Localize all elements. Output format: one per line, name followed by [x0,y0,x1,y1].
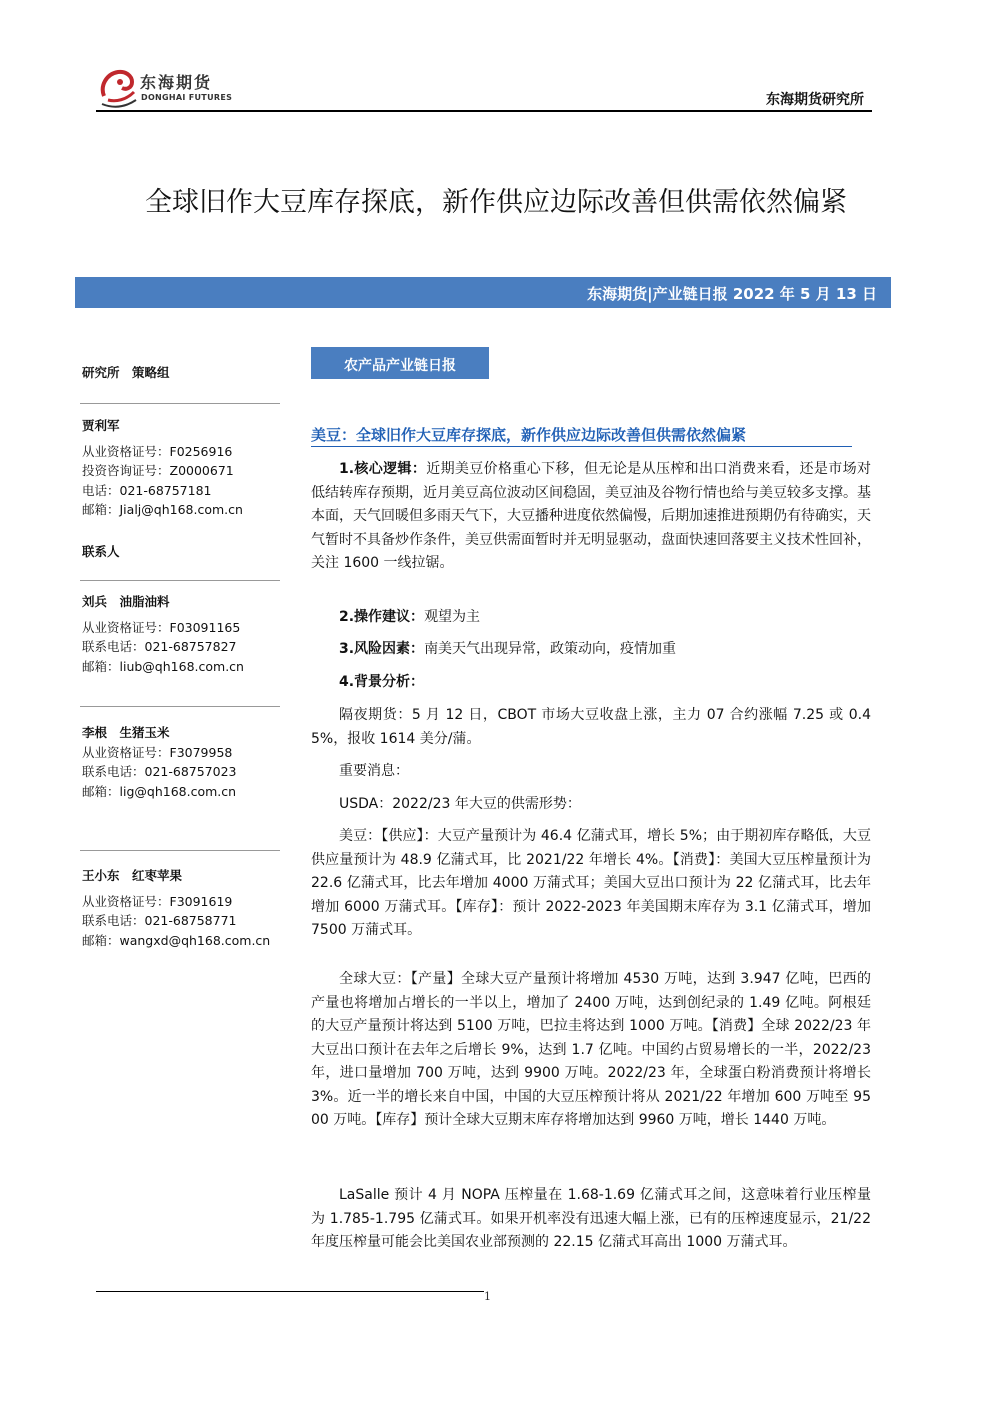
analyst-phone: 电话：021-68757181 [82,482,212,498]
risk-paragraph [311,638,871,662]
contact-license: 从业资格证号：F03091165 [82,619,241,635]
section-label-box [311,347,489,379]
contact-email: 邮箱：lig@qh168.com.cn [82,783,237,799]
contact-phone: 联系电话：021-68757023 [82,764,237,779]
background-heading [311,671,871,695]
contact-email: 邮箱：liub@qh168.com.cn [82,658,244,674]
sidebar-divider [80,850,280,851]
team-label: 研究所 策略组 [82,365,170,380]
headline-underline [311,446,852,447]
institute-name: 东海期货研究所 [766,92,864,108]
logo-text-cn: 东海期货 [140,73,213,92]
contact-email: 邮箱：wangxd@qh168.com.cn [82,932,271,948]
contact-name: 李根 生猪玉米 [82,725,170,740]
sidebar-divider [80,403,280,404]
sidebar-divider [80,580,280,581]
header-rule [96,110,872,112]
contact-card [82,723,280,801]
report-title: 全球旧作大豆库存探底，新作供应边际改善但供需依然偏紧 [145,187,847,218]
lasalle-paragraph: LaSalle 预计 4 月 NOPA 压榨量在 1.68-1.69 亿蒲式耳之间，这意味着行业压榨量为 1.785-1.795 亿蒲式耳。如果开机率没有迅速大幅上涨，已有的压榨速度显示，21/22 年度压榨量可能会比美国农业部预测的 22.15 亿蒲式耳高出 1000 万蒲式耳。 [311,1187,871,1250]
sidebar-divider [80,706,280,707]
core-logic-label: 1.核心逻辑： [339,461,427,477]
suggestion-label: 2.操作建议： [339,609,425,625]
risk-label: 3.风险因素： [339,641,425,657]
contact-phone: 联系电话：021-68758771 [82,913,237,928]
contact-license: 从业资格证号：F3079958 [82,744,233,760]
contacts-heading: 联系人 [82,544,120,559]
suggestion-paragraph [311,606,871,630]
analyst-advisory: 投资咨询证号：Z0000671 [82,463,234,478]
page-number: 1 [484,1290,491,1303]
date-band [75,277,891,308]
contact-name: 王小东 红枣苹果 [82,868,183,883]
analyst-email: 邮箱：Jialj@qh168.com.cn [82,502,243,517]
section-label: 农产品产业链日报 [344,358,456,374]
global-soy-paragraph: 全球大豆：【产量】全球大豆产量预计将增加 4530 万吨，达到 3.947 亿吨，巴西的产量也将增加占增长的一半以上，增加了 2400 万吨，达到创纪录的 1.49 亿吨。阿根廷的大豆产量预计将达到 5100 万吨，巴拉圭将达到 1000 万吨。【消费】全球 2022/23 年大豆出口预计在去年之后增长 9%，达到 1.7 亿吨。中国约占贸易增长的一半，2022/23 年，进口量增加 700 万吨，达到 9900 万吨。2022/23 年，全球蛋白粉消费预计将增长 3%。近一半的增长来自中国，中国的大豆压榨预计将从 2021/22 年增加 600 万吨至 9500 万吨。【库存】预计全球大豆期末库存将增加达到 9960 万吨，增长 1440 万吨。 [311,971,871,1128]
date-band-text: 东海期货|产业链日报 2022 年 5 月 13 日 [587,285,877,303]
background-label: 4.背景分析： [339,674,425,690]
contact-card [82,592,280,676]
suggestion-text: 观望为主 [424,609,481,625]
analyst-card [82,416,280,520]
contact-name: 刘兵 油脂油料 [82,594,170,609]
us-soy-paragraph: 美豆：【供应】：大豆产量预计为 46.4 亿蒲式耳，增长 5%；由于期初库存略低，大豆供应量预计为 48.9 亿蒲式耳，比 2021/22 年增长 4%。【消费】：美国大豆压榨量预计为 22.6 亿蒲式耳，比去年增加 4000 万蒲式耳；美国大豆出口预计为 22 亿蒲式耳，比去年增加 6000 万蒲式耳。【库存】：预计 2022-2023 年美国期末库存为 3.1 亿蒲式耳，增加 7500 万蒲式耳。 [311,828,871,938]
news-heading: 重要消息： [339,763,409,779]
analyst-name: 贾利军 [82,418,120,433]
core-logic-text: 近期美豆价格重心下移，但无论是从压榨和出口消费来看，还是市场对低结转库存预期，近月美豆高位波动区间稳固，美豆油及谷物行情也给与美豆较多支撑。基本面，天气回暖但多雨天气下，大豆播种进度依然偏慢，后期加速推进预期仍有待确实，天气暂时不具备炒作条件，美豆供需面暂时并无明显驱动，盘面快速回落要主义技术性回补，关注 1600 一线拉锯。 [311,461,871,571]
article-headline: 美豆：全球旧作大豆库存探底，新作供应边际改善但供需依然偏紧 [311,426,747,444]
core-logic-paragraph [311,458,871,576]
logo-text-en: DONGHAI FUTURES [141,93,233,102]
contact-phone: 联系电话：021-68757827 [82,639,237,654]
contact-card [82,866,280,950]
contact-license: 从业资格证号：F3091619 [82,893,233,909]
risk-text: 南美天气出现异常，政策动向，疫情加重 [424,641,677,657]
donghai-logo-icon [96,66,142,110]
analyst-license: 从业资格证号：F0256916 [82,443,233,459]
company-logo [96,66,236,110]
footer-rule [96,1291,484,1292]
overnight-paragraph: 隔夜期货：5 月 12 日，CBOT 市场大豆收盘上涨，主力 07 合约涨幅 7.25 或 0.45%，报收 1614 美分/蒲。 [311,707,871,747]
usda-paragraph: USDA：2022/23 年大豆的供需形势： [339,796,581,812]
